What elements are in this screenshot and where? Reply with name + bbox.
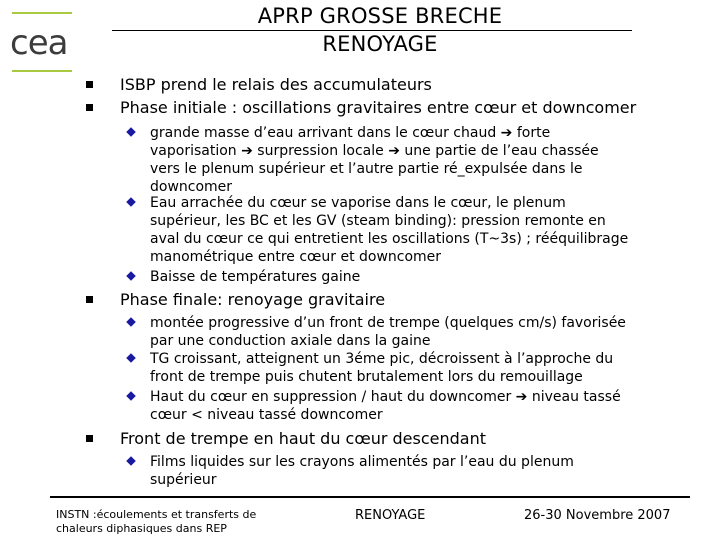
title-line-2: RENOYAGE xyxy=(322,32,438,56)
bullet-phase-finale xyxy=(120,290,385,310)
subbullet-line: supérieur, les BC et les GV (steam binding): pression remonte en xyxy=(150,213,606,229)
subbullet-line: downcomer xyxy=(150,179,233,195)
bullet-isbp xyxy=(120,75,432,95)
footer-divider xyxy=(50,496,690,498)
subbullet-line: TG croissant, atteignent un 3éme pic, décroissent à l’approche du xyxy=(150,351,614,367)
diamond-bullet-icon xyxy=(126,271,136,281)
title-line-1: APRP GROSSE BRECHE xyxy=(257,4,503,28)
subbullet-line: cœur < niveau tassé downcomer xyxy=(150,407,383,423)
subbullet-front-1 xyxy=(150,453,670,489)
diamond-bullet-icon xyxy=(126,127,136,137)
subbullet-finale-2 xyxy=(150,350,670,386)
subbullet-initiale-2 xyxy=(150,194,670,266)
subbullet-finale-3 xyxy=(150,388,670,424)
subbullet-line: aval du cœur ce qui entretient les oscillations (T~3s) ; rééquilibrage xyxy=(150,231,629,247)
subbullet-line: Films liquides sur les crayons alimentés par l’eau du plenum xyxy=(150,454,574,470)
subbullet-line: front de trempe puis chutent brutalement lors du remouillage xyxy=(150,369,583,385)
subbullet-line: manométrique entre cœur et downcomer xyxy=(150,249,442,265)
subbullet-line: Eau arrachée du cœur se vaporise dans le cœur, le plenum xyxy=(150,195,566,211)
bullet-text: Phase initiale : oscillations gravitaires entre cœur et downcomer xyxy=(120,98,637,117)
logo-text: cea xyxy=(10,26,68,60)
diamond-bullet-icon xyxy=(126,456,136,466)
subbullet-line: vaporisation ➔ surpression locale ➔ une partie de l’eau chassée xyxy=(150,143,599,159)
subbullet-line: Haut du cœur en suppression / haut du downcomer ➔ niveau tassé xyxy=(150,389,621,405)
footer-course xyxy=(56,508,256,536)
bullet-phase-initiale xyxy=(120,98,636,118)
subbullet-line: montée progressive d’un front de trempe (quelques cm/s) favorisée xyxy=(150,315,626,331)
subbullet-line: vers le plenum supérieur et l’autre partie ré_expulsée dans le xyxy=(150,161,583,177)
bullet-text: Phase finale: renoyage gravitaire xyxy=(120,290,386,309)
bullet-text: Front de trempe en haut du cœur descendant xyxy=(120,429,487,448)
footer-date: 26-30 Novembre 2007 xyxy=(524,508,671,523)
subbullet-line: Baisse de températures gaine xyxy=(150,269,361,285)
subbullet-line: supérieur xyxy=(150,472,217,488)
square-bullet-icon xyxy=(86,296,93,303)
subbullet-initiale-3 xyxy=(150,268,670,286)
footer-topic: RENOYAGE xyxy=(355,508,426,523)
diamond-bullet-icon xyxy=(126,353,136,363)
footer-course-line-2: chaleurs diphasiques dans REP xyxy=(56,522,227,535)
diamond-bullet-icon xyxy=(126,391,136,401)
diamond-bullet-icon xyxy=(126,197,136,207)
subbullet-line: par une conduction axiale dans la gaine xyxy=(150,333,431,349)
subbullet-line: grande masse d’eau arrivant dans le cœur chaud ➔ forte xyxy=(150,125,551,141)
square-bullet-icon xyxy=(86,104,93,111)
subbullet-initiale-1 xyxy=(150,124,670,196)
square-bullet-icon xyxy=(86,81,93,88)
footer-course-line-1: INSTN :écoulements et transferts de xyxy=(56,508,257,521)
diamond-bullet-icon xyxy=(126,317,136,327)
subbullet-finale-1 xyxy=(150,314,670,350)
square-bullet-icon xyxy=(86,435,93,442)
bullet-text: ISBP prend le relais des accumulateurs xyxy=(120,75,432,94)
bullet-front-de-trempe xyxy=(120,429,486,449)
